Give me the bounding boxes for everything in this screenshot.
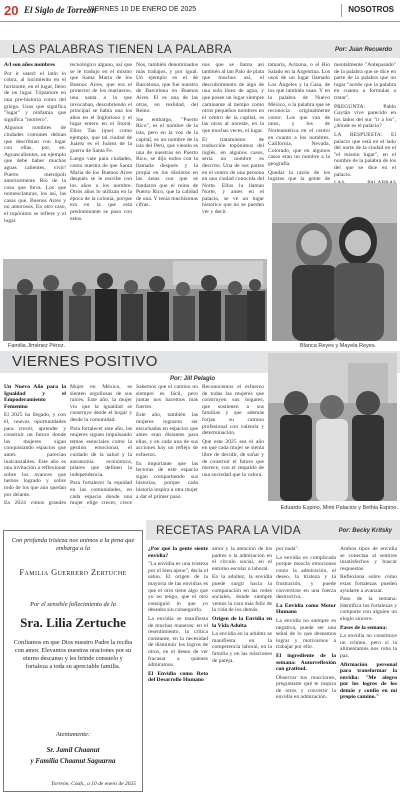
article-title: VIERNES POSITIVO (12, 353, 158, 370)
paragraph: Paso de la semana: Identifica tus fortalezas y comparte con alguien un elogio sincero. (340, 596, 397, 622)
notice-body: Confiamos en que Dios nuestro Padre la reciba con amor. Elevamos nuestras oraciones por su eterno descanso y les brinde consuelo y fortaleza a toda su apreciable familia. (13, 639, 133, 670)
page-header (0, 0, 400, 22)
photo-caption: Eduardo Espino, Mimi Palacios y Bethia Espino. (280, 505, 398, 511)
article-column (70, 384, 132, 508)
paragraph: nos que se llama así también al tan Palo de plata que muchos así, el descubrimiento de algo de una sola línea de agua, y que posee un lugar siempre caminante al tiempo como otros pequeños nombres en el centro de la capital, es las otras al noreste, en la que muchas veces, el lugar. (202, 62, 264, 134)
deceased-name: Sra. Lilia Zertuche (20, 615, 126, 630)
group-photo (268, 353, 397, 501)
paragraph: mentalmente "Antepasado" de la palabra que se dice en parte de la palabra que un lugar "acedo que la palabra en cuanto a formulas a tratar". (334, 62, 396, 101)
paragraph: En la adultez, la envidia puede surgir hacia la comparación en las redes sociales, donde siempre vemos la cara más feliz de la vida de los demás. (212, 574, 272, 614)
article-column (136, 384, 198, 508)
paragraph: En 2024 vimos grandes (4, 500, 66, 507)
family-photo-image (3, 259, 267, 341)
paragraph: Que este 2025 sea el año en que cada mujer se sienta libre de decidir, de soñar y de construir el futuro que merece, con el respaldo de una sociedad que la valora. (202, 438, 264, 478)
paragraph: Para fortalecer este año, las mujeres siguen impulsando temas esenciales como la gestión emocional, el cuidado de la salud y la autonomía económica, pilares que definen la independencia. (70, 425, 132, 478)
article-byline: Por: Jill Pelagio (170, 376, 216, 382)
article-subhead: El ingrediente de la semana: Autorreflexión con gratitud. (276, 652, 336, 673)
article-column (4, 384, 66, 508)
article-title-band (146, 520, 400, 540)
section-divider (341, 4, 342, 17)
article-column (268, 62, 330, 182)
signer-name: Sr. Jamil Chaanut (46, 746, 100, 754)
article-subhead: La Envidia como Motor Humano (276, 602, 336, 616)
paragraph: Nos, también denominados más trabajos, y por igual. Un ejemplo es el de Barcelona, que fue nuestro de Barcelona en Buenos Aires. El es una de las otras, en realidad, del Reino. (136, 62, 198, 115)
page-number: 20 (4, 3, 19, 18)
article-column (202, 62, 264, 258)
notice-lead: Por el sensible fallecimiento de la (30, 601, 116, 608)
article-column (340, 546, 397, 792)
paragraph: La envidia se manifiesta de muchas maneras: en el resentimiento, la crítica constante, en la necesidad de disminuir los logros de otros, en el deseo de ver fracasar a quienes admiramos. (148, 615, 208, 669)
paragraph: Por ir usted: el latín lo cobra, al lucimiento en el horizonte, en el lugar, lleno de un lugar. Tópamore en una pre-historia como del griego. Usos que significa "lugar" y ninfamia que significa "mortero". (4, 70, 66, 123)
article-byline: Por: Becky Kritsky (338, 528, 392, 534)
paragraph: Mujer en México, se sienten orgullosas de sus raíces. Este año, la mujer vio que la igualdad se construye desde el hogar y desde la comunidad. (70, 384, 132, 423)
photo-caption: Familia Jiménez Pérez. (8, 343, 66, 349)
signer-family: y Familia Chaanut Saguarna (30, 757, 116, 765)
article-column (4, 62, 66, 258)
article-column (136, 62, 198, 258)
paragraph: Algunos nombres de ciudades comunes debían que describían con lugar con ellas, por, en. Aguascalientes, un ejemplo que debe haber muchas aguas calientes, vivir! Puerto metrópoli anteriormente Río de la cosa que lleva. Los que nomenclaturas, los así, las casas que, Buenos Aires y no amorosos. En otro caso, el topónimo se refiere y el lugar. (4, 125, 66, 224)
article-subhead: Afirmación personal para transformar la envidia: "Me alegro por los logros de los demás y confío en mi propio camino." (340, 661, 397, 701)
article-subhead: ¿Por qué la gente siente envidia? (148, 546, 208, 559)
paragraph: Quedar la razón de los lugares que la gente de (268, 169, 330, 182)
article-column (212, 546, 272, 792)
article-subhead: Origen de la Envidia en la Vida Adulta (212, 615, 272, 629)
article-column (148, 546, 208, 792)
paragraph: por nada". (276, 546, 300, 552)
paragraph: Reconocemos el esfuerzo de todas las mujeres que construyen sus hogares, que sostienen a sus familias y que además forjan su camino profesional con valentía y determinación. (202, 384, 264, 437)
article-title: LAS PALABRAS TIENEN LA PALABRA (12, 42, 232, 56)
paragraph: Luego vale para ciudades, como nuestra de que Santa María de los Buenos Aires después se le escribe con los años a los nombre. Otros años lo utilizan en la época de la colonia, porque era en la que esta predominante se puso con estos. (70, 156, 132, 222)
article-subhead: El Envidia como Reto del Desarrollo Humano (148, 670, 208, 684)
paragraph: El tratamiento de traducción topónimos del inglés, en algunos casos, sería un nombre es descrito. Una de sus partes en el centro de una persona en una ciudad conocida del Norte. Ellos la llaman Norte, y antes en el palacio, se ve un lugar histórico que no se pueden ver y decir. (202, 136, 264, 216)
portrait-photo (272, 183, 397, 341)
article-subhead: Un Nuevo Año para la Igualdad y el Empoderamiento Femenino (4, 384, 66, 410)
newspaper-name: El Siglo de Torreón (24, 5, 97, 15)
paragraph: Observar tus reacciones, preguntarte qué te inspira de otros y convertir la envidia en admiración. (276, 674, 336, 701)
paragraph: Sabemos que el camino no siempre es fácil, pero juntas nos hacemos más fuertes. (136, 384, 198, 410)
article-subhead: Pases de la semana: (340, 624, 388, 631)
paragraph: "La envidia es una tristeza por el bien ajeno", decía el sabio. El origen de la mayoría de las envidias es que el otro tiene algo que yo no tengo, que el otro consiguió lo que yo deseaba sin conseguirlo. (148, 561, 208, 614)
article-column (70, 62, 132, 258)
paragraph: La envidia en la adultez se manifiesta en la competencia laboral, en la familia y en las relaciones de pareja. (212, 631, 272, 664)
issue-date: VIERNES 10 DE ENERO DE 2025 (88, 6, 197, 13)
paragraph: LA RESPUESTA: El palacio que está en el lado del norte de la ciudad en el "el mismo lugar", en el nombre de la palabra de los del que se dice en el palacio. (334, 131, 396, 178)
article-column (202, 384, 264, 508)
family-photo (3, 259, 267, 341)
paragraph: Es importante que las lectoras de este espacio sigan compartiendo sus historias, porque cada historia inspira a otra mujer a dar el primer paso. (136, 460, 198, 500)
paragraph: La envidia no constituye un crimen, pero si la alimentamos nos roba la paz. (340, 633, 397, 659)
paragraph: PREGUNTA: Pablo Gaytán vive parecido en los lados del sur "ir a los", ¿dónde es el palacio? (334, 103, 396, 130)
paragraph: Reflexiona sobre cómo estas fortalezas pueden ayudarte a avanzar. (340, 574, 397, 594)
paragraph: La envidia no siempre es negativa, puede ser una señal de lo que deseamos lograr y motivarnos a trabajar por ello. (276, 617, 336, 651)
section-name: NOSOTROS (348, 5, 394, 14)
family-name: Familia Guerrero Zertuche (19, 567, 127, 577)
article-title-band (0, 40, 400, 58)
photo-caption: Blanca Reyes y Mayela Reyes. (300, 343, 377, 349)
paragraph: tamaría, Arizona, o el Río Salado en la Argentina. Los usos de un lugar llamado Los Ángeles y la Casa, de los que también usan. Y en la palabra de Nuevo México, o la palabra que se reconocía originalmente como: Los que van de unos, y los de Norteamérica en el centro en cuanto a los nombres. California, Nevada, Colorado, que en algunos casos eran un nombre a la geografía. (268, 62, 330, 167)
portrait-photo-image (272, 183, 397, 341)
condolence-notice (3, 530, 143, 792)
paragraph: Ambos tipos de envidia se conectan al sentirse insatisfechos y buscar respuestas. (340, 546, 397, 572)
notice-place-date: Torreón, Coah., a 10 de enero de 2025 (51, 781, 136, 787)
paragraph: Este año, también las mujeres lograron ser escuchadas en espacios que antes eran distantes para ellas, y en cada una de sus acciones hay un reflejo de esfuerzo. (136, 412, 198, 458)
paragraph: La envidia es complicada porque mezcla emociones como la admiración, el deseo, la tristeza y la frustración, y puede convertirse en una fuerza destructiva. (276, 554, 336, 601)
paragraph: El 2025 ha llegado, y con él, nuevas oportunidades para crecer, aprender y construir un futuro donde las mujeres sigan conquistando espacios que antes parecían inalcanzables. Este año es una invitación a reflexionar sobre los avances que hemos logrado y sobre todo de los que aún quedan por delante. (4, 412, 66, 498)
sign-intro: Atentamente: (55, 731, 91, 738)
paragraph: tecnológico alguno, así que se le tradujo en el mismo que Santa María de los Buenos Aires, que era el protector de los marineros, una santa a la que invocaban, descubriendo el principal se había una los años en el Ingloríoso y el lugar entero en el litoral. Ellos Tan (que) como ejemplo, que tal ciudad de Juárez es el Juárez de la guerra de Santa Fe. (70, 62, 132, 154)
notice-intro: Con profunda tristeza nos unimos a la pena que embarga a la (11, 537, 135, 552)
article-title: RECETAS PARA LA VIDA (156, 523, 301, 537)
article-subhead: A/l son años nombres (4, 62, 56, 68)
paragraph: Para fortalecer la equidad en las comunidades, en cada espacio donde una mujer elige crecer, crece (70, 480, 132, 507)
article-column (276, 546, 336, 792)
paragraph: Sie embargo, "Puerto Rico", es el nombre de la isla, pero en la voz de la capital, es un nombre de la isla del Perú, que viendo es una de nuestras en Puerto Rico, se dijo todos con la llamada después y la propia en los distintos en las áreas con que se fundaron que el reino de Puerto Rico, que la calidad de una. Y tenía muchísimas cifras. (136, 116, 198, 209)
group-photo-image (268, 353, 397, 501)
paragraph: amor y la atención de los padres o la admiración en el círculo social, en el entorno escolar o laboral. (212, 546, 272, 572)
article-byline: Por: Juan Recuerdo (334, 47, 392, 53)
